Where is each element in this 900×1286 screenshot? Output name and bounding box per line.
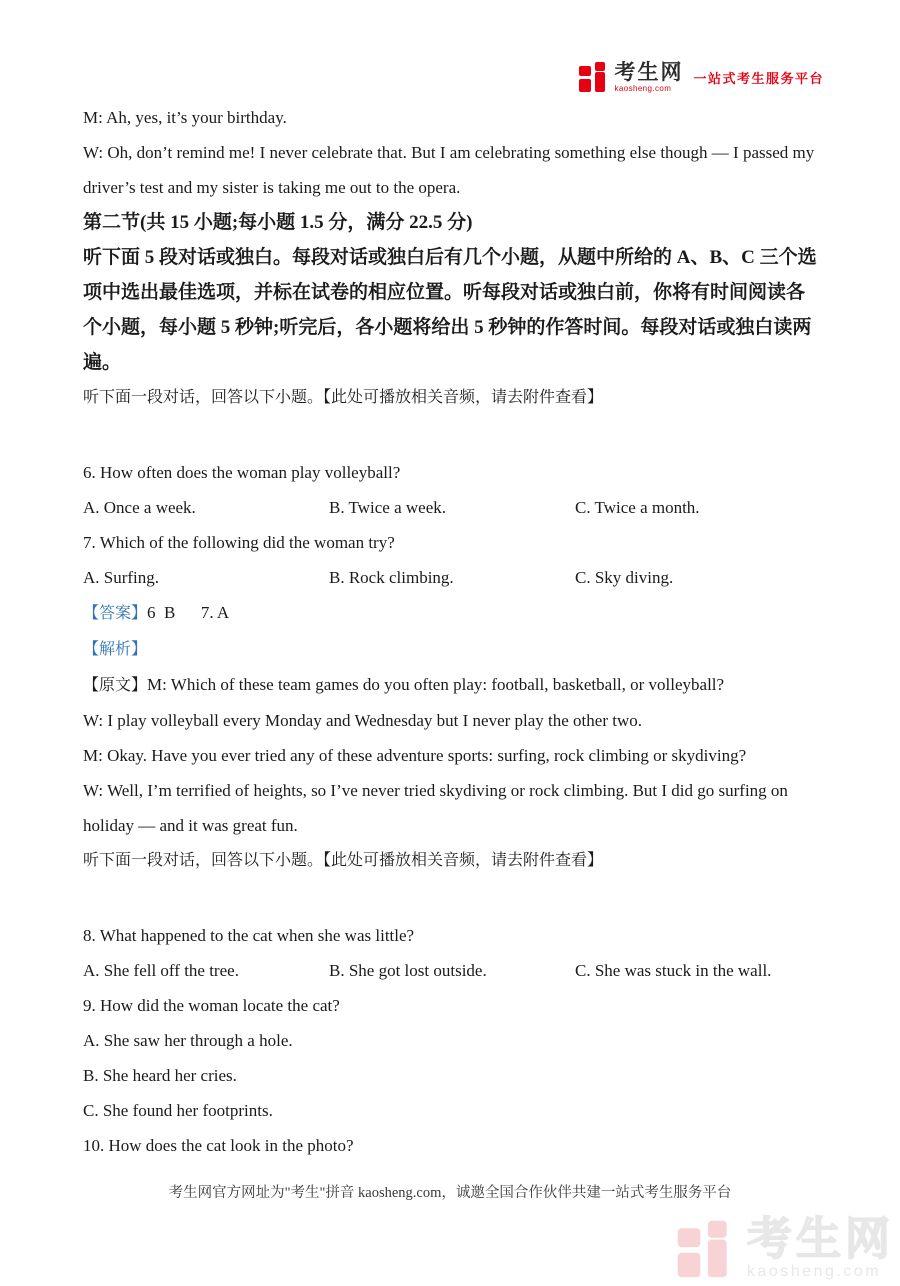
logo-text bbox=[614, 62, 683, 93]
answer-label: 【答案】 bbox=[83, 605, 148, 622]
option-6b: B. Twice a week. bbox=[329, 498, 446, 517]
question-8: 8. What happened to the cat when she was little? bbox=[83, 926, 415, 945]
section-heading: 第二节(共 15 小题;每小题 1.5 分，满分 22.5 分) bbox=[83, 212, 473, 233]
transcript-line-3: M: Okay. Have you ever tried any of these adventure sports: surfing, rock climbing or skydiving? bbox=[83, 746, 747, 765]
watermark-brand-domain: kaosheng.com bbox=[746, 1263, 882, 1280]
question-7-options bbox=[83, 560, 820, 595]
option-6c: C. Twice a month. bbox=[575, 498, 700, 517]
option-6a: A. Once a week. bbox=[83, 498, 196, 517]
question-6: 6. How often does the woman play volleyball? bbox=[83, 463, 401, 482]
dialogue-line-w: W: Oh, don’t remind me! I never celebrate that. But I am celebrating something else though — I passed my driver’s test and my sister is taking me out to the opera. bbox=[83, 143, 815, 197]
option-9b: B. She heard her cries. bbox=[83, 1066, 237, 1085]
transcript-line-1 bbox=[83, 667, 820, 703]
question-6-options bbox=[83, 490, 820, 525]
brand-domain: kaosheng.com bbox=[614, 83, 672, 93]
option-7a: A. Surfing. bbox=[83, 568, 160, 587]
answer-line bbox=[83, 595, 820, 631]
brand-tagline: 一站式考生服务平台 bbox=[693, 70, 824, 86]
question-10: 10. How does the cat look in the photo? bbox=[83, 1136, 354, 1155]
question-7: 7. Which of the following did the woman try? bbox=[83, 533, 395, 552]
spacer bbox=[83, 415, 820, 455]
option-8a: A. She fell off the tree. bbox=[83, 961, 239, 980]
exam-document bbox=[83, 100, 820, 1163]
section-instructions: 听下面 5 段对话或独白。每段对话或独白后有几个小题，从题中所给的 A、B、C 三个选项中选出最佳选项，并标在试卷的相应位置。听每段对话或独白前，你将有时间阅读各个小题，每小题 5 秒钟;听完后，各小题将给出 5 秒钟的作答时间。每段对话或独白读两遍。 bbox=[83, 247, 817, 373]
dialogue-line-m: M: Ah, yes, it’s your birthday. bbox=[83, 108, 287, 127]
transcript-text-1: M: Which of these team games do you often play: football, basketball, or volleyball? bbox=[147, 675, 725, 694]
answer-values: 6 B 7. A bbox=[147, 603, 230, 622]
audio-prompt-2: 听下面一段对话，回答以下小题。【此处可播放相关音频，请去附件查看】 bbox=[83, 852, 604, 869]
option-7c: C. Sky diving. bbox=[575, 568, 674, 587]
kaosheng-watermark bbox=[677, 1213, 894, 1281]
watermark-text bbox=[746, 1213, 894, 1281]
analysis-line bbox=[83, 631, 820, 667]
audio-prompt-1: 听下面一段对话，回答以下小题。【此处可播放相关音频，请去附件查看】 bbox=[83, 389, 604, 406]
kaosheng-watermark-icon bbox=[677, 1217, 735, 1281]
question-9: 9. How did the woman locate the cat? bbox=[83, 996, 340, 1015]
watermark-brand-name: 考生网 bbox=[746, 1213, 894, 1264]
kaosheng-logo bbox=[579, 60, 683, 94]
option-8b: B. She got lost outside. bbox=[329, 961, 487, 980]
option-9a: A. She saw her through a hole. bbox=[83, 1031, 293, 1050]
analysis-label: 【解析】 bbox=[83, 641, 148, 658]
option-8c: C. She was stuck in the wall. bbox=[575, 961, 772, 980]
transcript-line-4: W: Well, I’m terrified of heights, so I’ve never tried skydiving or rock climbing. But I did go surfing on holiday — and it was great fun. bbox=[83, 781, 788, 835]
spacer bbox=[83, 878, 820, 918]
option-7b: B. Rock climbing. bbox=[329, 568, 454, 587]
transcript-line-2: W: I play volleyball every Monday and Wednesday but I never play the other two. bbox=[83, 711, 642, 730]
question-8-options bbox=[83, 953, 820, 988]
footer-note: 考生网官方网址为"考生"拼音 kaosheng.com，诚邀全国合作伙伴共建一站式考生服务平台 bbox=[168, 1185, 732, 1201]
site-header bbox=[579, 60, 824, 94]
brand-name: 考生网 bbox=[614, 60, 684, 84]
source-label: 【原文】 bbox=[83, 677, 148, 694]
option-9c: C. She found her footprints. bbox=[83, 1101, 273, 1120]
kaosheng-logo-icon bbox=[579, 60, 609, 94]
